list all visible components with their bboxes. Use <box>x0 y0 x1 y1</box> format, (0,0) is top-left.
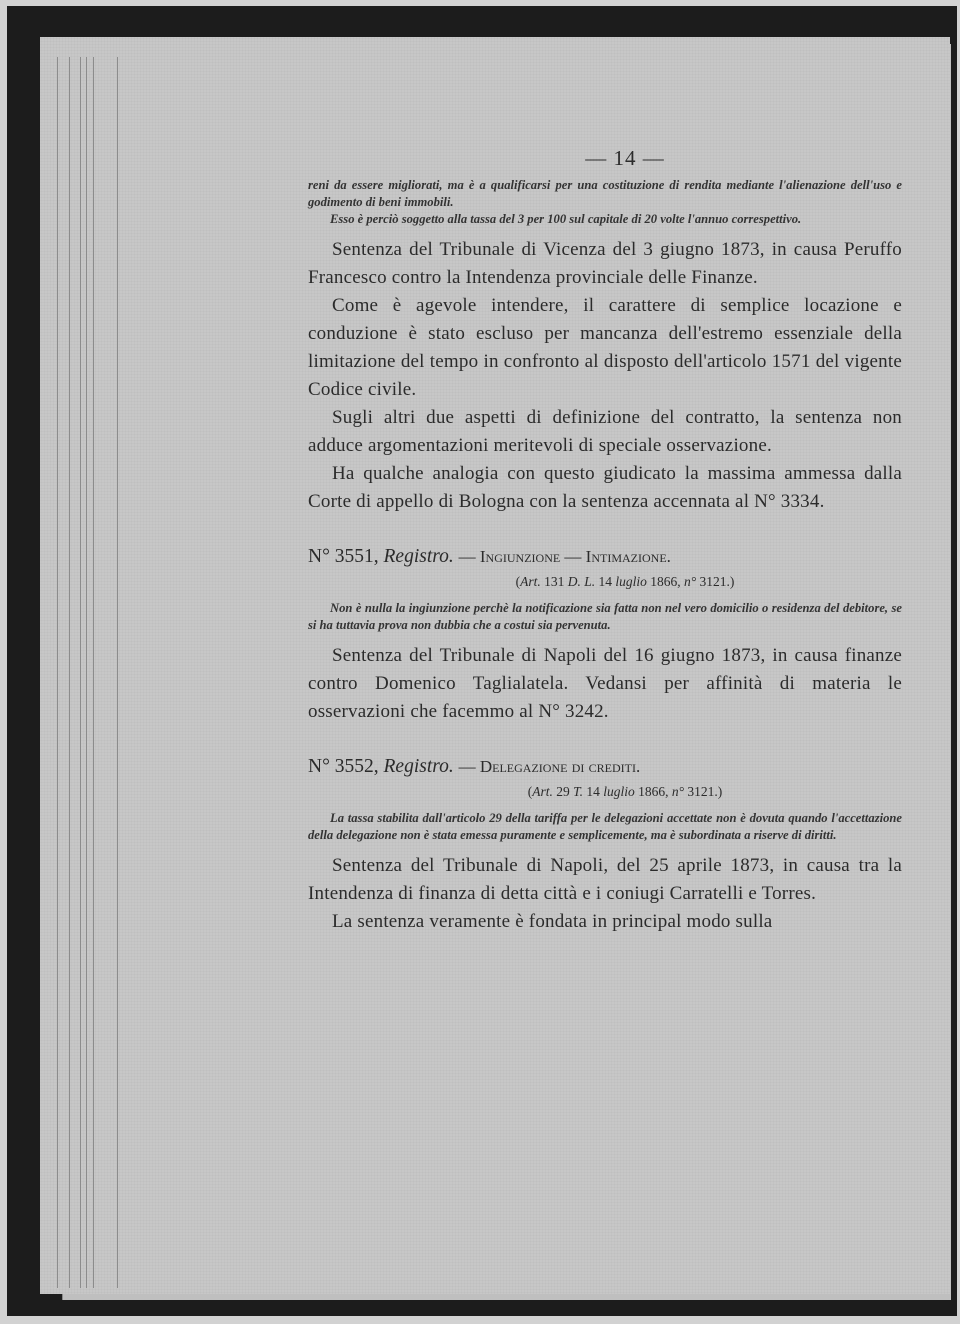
page-edge-line <box>80 57 81 1288</box>
entry-number: N° 3551, <box>308 546 379 567</box>
page-edge-line <box>117 57 118 1288</box>
entry-subject: — Ingiunzione — Intimazione. <box>458 547 671 566</box>
entry-heading-3551 <box>308 544 902 570</box>
page-number: — 14 — <box>585 146 665 170</box>
paragraph: Sugli altri due aspetti di definizione del contratto, la sentenza non adduce argomentazioni meritevoli di speciale osservazione. <box>308 407 902 456</box>
paragraph: La sentenza veramente è fondata in principal modo sulla <box>332 911 773 932</box>
legal-reference: (Art. 29 T. 14 luglio 1866, n° 3121.) <box>527 784 723 799</box>
paragraph: Ha qualche analogia con questo giudicato la massima ammessa dalla Corte di appello di Bologna con la sentenza accennata al N° 3334. <box>308 463 902 512</box>
page-edge-line <box>57 57 58 1288</box>
top-note: Esso è perciò soggetto alla tassa del 3 per 100 sul capitale di 20 volte l'annuo correspettivo. <box>330 212 802 226</box>
page-edge-line <box>93 57 94 1288</box>
top-note-continuation: reni da essere migliorati, ma è a qualificarsi per una costituzione di rendita mediante l'alienazione dell'uso e godimento di beni immobili. <box>308 178 902 209</box>
entry-category: Registro. <box>383 546 454 567</box>
entry-category: Registro. <box>383 756 454 777</box>
entry-maxim: La tassa stabilita dall'articolo 29 della tariffa per le delegazioni accettate non è dovuta quando l'accettazione della delegazione non è stata emessa puramente e semplicemente, ma è subordinata a riserve di diritti. <box>308 811 902 842</box>
page-edge-line <box>86 57 87 1288</box>
entry-heading-3552 <box>308 754 902 780</box>
paragraph: Sentenza del Tribunale di Napoli del 16 giugno 1873, in causa finanze contro Domenico Taglialatela. Vedansi per affinità di materia le osservazioni che facemmo al N° 3242. <box>308 645 902 722</box>
paragraph: Sentenza del Tribunale di Vicenza del 3 giugno 1873, in causa Peruffo Francesco contro la Intendenza provinciale delle Finanze. <box>308 239 902 288</box>
entry-maxim: Non è nulla la ingiunzione perchè la notificazione sia fatta non nel vero domicilio o residenza del debitore, se si ha tuttavia prova non dubbia che a costui sia pervenuta. <box>308 601 902 632</box>
paragraph: Sentenza del Tribunale di Napoli, del 25 aprile 1873, in causa tra la Intendenza di finanza di detta città e i coniugi Carratelli e Torres. <box>308 855 902 904</box>
entry-subject: — Delegazione di crediti. <box>458 757 641 776</box>
entry-number: N° 3552, <box>308 756 379 777</box>
page-content <box>308 146 902 936</box>
paragraph: Come è agevole intendere, il carattere di semplice locazione e conduzione è stato escluso per mancanza dell'estremo essenziale della limitazione del tempo in confronto al disposto dell'articolo 1571 del vigente Codice civile. <box>308 295 902 400</box>
legal-reference: (Art. 131 D. L. 14 luglio 1866, n° 3121.) <box>515 574 735 589</box>
page-edge-line <box>69 57 70 1288</box>
